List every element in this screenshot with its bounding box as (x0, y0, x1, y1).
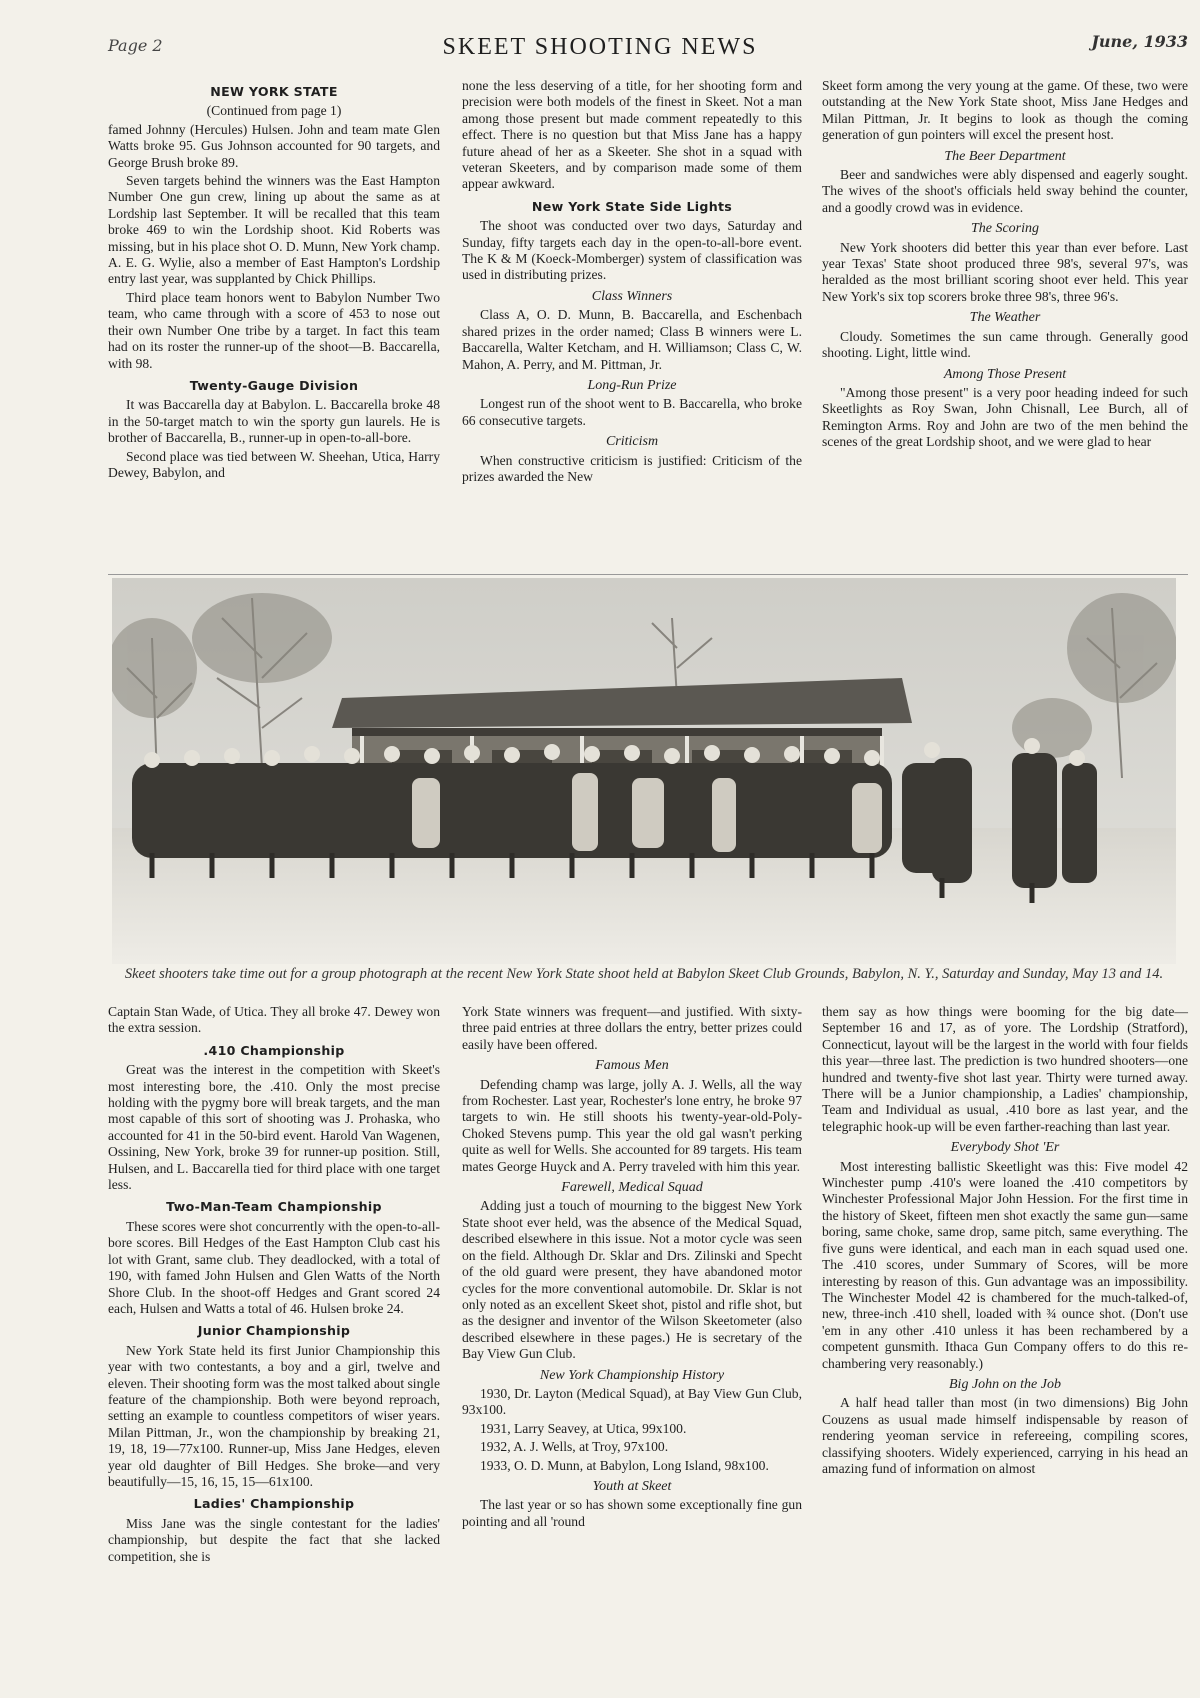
paragraph: Longest run of the shoot went to B. Baccarella, who broke 66 consecutive targets. (462, 396, 802, 428)
history-entry: 1932, A. J. Wells, at Troy, 97x100. (480, 1439, 669, 1455)
sub-heading: Long-Run Prize (587, 377, 677, 393)
sub-heading: Class Winners (591, 288, 673, 304)
paragraph: famed Johnny (Hercules) Hulsen. John and team mate Glen Watts broke 95. Gus Johnson accounted for 90 targets, and George Brush broke 89. (108, 121, 440, 170)
group-photo-illustration (112, 578, 1176, 964)
paragraph: When constructive criticism is justified: Criticism of the prizes awarded the New (462, 452, 802, 484)
section-heading: New York State Side Lights (531, 198, 733, 214)
column-3 (822, 78, 1188, 453)
paragraph: Great was the interest in the competition with Skeet's most interesting bore, the .410. Only the most precise holding with the pygmy bore will break targets, and the man most capable of this sort of shooting was J. Prohaska, who accounted for 41 in the 50-bird event. Harold Van Wagenen, Ossining, New York, broke 39 for runner-up position. Still, Hulsen, and L. Baccarella tied for third place with one target less. (108, 1062, 440, 1193)
column-2 (462, 78, 802, 487)
sub-heading: The Beer Department (944, 148, 1066, 164)
paragraph: The last year or so has shown some exceptionally fine gun pointing and all 'round (462, 1497, 802, 1529)
sub-heading: Farewell, Medical Squad (561, 1180, 703, 1196)
column-6 (822, 1004, 1188, 1479)
paragraph: The shoot was conducted over two days, Saturday and Sunday, fifty targets each day in the open-to-all-bore event. The K & M (Koeck-Momberger) system of classification was used in distributing prizes. (462, 218, 802, 283)
photo-top-rule (108, 574, 1188, 575)
paragraph: "Among those present" is a very poor heading indeed for such Skeetlights as Roy Swan, John Chisnall, Lee Burch, all of Remington Arms. Roy and John are two of the men behind the scenes of the great Lordship shoot, and we were glad to hear (822, 384, 1188, 450)
paragraph: Miss Jane was the single contestant for the ladies' championship, but despite the fact that she lacked competition, she is (108, 1515, 440, 1564)
page-number: Page 2 (108, 36, 163, 55)
section-heading: Twenty-Gauge Division (189, 377, 359, 393)
column-4 (108, 1004, 440, 1567)
history-entry: 1933, O. D. Munn, at Babylon, Long Island, 98x100. (480, 1457, 769, 1473)
column-5 (462, 1004, 802, 1532)
paragraph: Second place was tied between W. Sheehan, Utica, Harry Dewey, Babylon, and (108, 448, 440, 480)
continued-note: (Continued from page 1) (206, 103, 342, 119)
page-header (0, 28, 1200, 68)
column-1 (108, 78, 440, 483)
paragraph: none the less deserving of a title, for her shooting form and precision were both models of the finest in Skeet. Not a man among those present but made comment repeatedly to this effect. There is no question but that Miss Jane has a happy future ahead of her as a Skeeter. She shot in a squad with veteran Skeeters, and by comparison made some of them appear awkward. (462, 78, 802, 192)
paragraph: Defending champ was large, jolly A. J. Wells, all the way from Rochester. Last year, Rochester's lone entry, he broke 97 targets to win. He still shoots his twenty-year-old-Poly-Choked Stevens pump. This year the old gal wasn't perking quite as well for Wells. She accounted for 89 targets. His team mates George Huyck and A. Perry traveled with him this year. (462, 1076, 802, 1174)
paragraph: Adding just a touch of mourning to the biggest New York State shoot ever held, was the absence of the Medical Squad, described elsewhere in this issue. Not a motor cycle was seen on the field. Although Dr. Sklar and Drs. Zilinski and Specht of the old guard were present, they have abandoned motor cycles for the more conventional automobile. Dr. Sklar is not only noted as an excellent Skeet shot, pistol and rifle shot, but as the designer and inventor of the Wilson Skeetometer (also described elsewhere in these pages.) He is secretary of the Bay View Gun Club. (462, 1198, 802, 1362)
sub-heading: Criticism (605, 434, 659, 450)
paragraph: Skeet form among the very young at the game. Of these, two were outstanding at the New York State shoot, Miss Jane Hedges and Milan Pittman, Jr. It begins to look as though the coming generation of gun pointers will excel the present host. (822, 78, 1188, 143)
section-heading: Ladies' Championship (193, 1496, 355, 1512)
sub-heading: New York Championship History (539, 1367, 725, 1383)
paragraph: Cloudy. Sometimes the sun came through. Generally good shooting. Light, little wind. (822, 328, 1188, 361)
issue-date: June, 1933 (1091, 32, 1188, 51)
sub-heading: Among Those Present (943, 366, 1067, 382)
paragraph: New York shooters did better this year than ever before. Last year Texas' State shoot produced three 98's, several 97's, was heralded as the most brilliant scoring shoot ever held. This year New York's six top scorers broke three 98's, three 96's. (822, 239, 1188, 304)
group-photograph (112, 578, 1176, 964)
section-heading: NEW YORK STATE (210, 84, 338, 99)
section-heading: Two-Man-Team Championship (166, 1199, 382, 1215)
sub-heading: The Scoring (970, 221, 1040, 237)
paragraph: Third place team honors went to Babylon Number Two team, who came through with a score of 453 to nose out their own Number One tribe by a target. In fact this team had on its roster the runner-up of the shoot—B. Baccarella, with 98. (108, 289, 440, 371)
section-heading: .410 Championship (203, 1042, 345, 1058)
sub-heading: Big John on the Job (949, 1376, 1061, 1392)
paragraph: Most interesting ballistic Skeetlight was this: Five model 42 Winchester pump .410's were loaned the .410 competitors by Winchester Professional Major John Hession. For the first time in the history of Skeet, fifteen men shot exactly the same gun—same boring, same choke, same drop, same pitch, same everything. The five guns were identical, and each man in each squad used one. The .410 scores, under Summary of Scores, will be more interesting by reason of this. Gun advantage was an impossibility. The Winchester Model 42 is chambered for the much-talked-of, new, three-inch .410 shell, loaded with ¾ ounce shot. (Don't use 'em in any other .410 unless it has been rechambered by a competent gunsmith. Ithaca Gun Company offers to do this re-chambering very reasonably.) (822, 1158, 1188, 1371)
sub-heading: The Weather (969, 310, 1041, 326)
paragraph: It was Baccarella day at Babylon. L. Baccarella broke 48 in the 50-target match to win the sporty gun laurels. He is brother of Baccarella, B., runner-up in open-to-all-bore. (108, 397, 440, 446)
paragraph: These scores were shot concurrently with the open-to-all-bore scores. Bill Hedges of the East Hampton Club cast his lot with Grant, same club. They deadlocked, with a total of 190, with famed John Hulsen and Glen Watts of the North Shore Club. In the shoot-off Hedges and Grant scored 24 each, Hulsen and Watts a total of 46. Hulsen broke 24. (108, 1218, 440, 1316)
paragraph: Class A, O. D. Munn, B. Baccarella, and Eschenbach shared prizes in the order named; Class B winners were L. Baccarella, Walter Ketcham, and H. Williamson; Class C, W. Mahon, A. Perry, and M. Pittman, Jr. (462, 307, 802, 372)
paragraph: them say as how things were booming for the big date—September 16 and 17, as of yore. The Lordship (Stratford), Connecticut, layout will be the largest in the world with four fields this year—three last. The prediction is two hundred shooters—one hundred and twenty-five shot last year. Thirty were turned away. There will be a Junior championship, a Ladies' championship, Team and Individual as usual, .410 bore as last year, and the telegraphic hook-up will be even farther-reaching than last year. (822, 1004, 1188, 1134)
photo-caption: Skeet shooters take time out for a group photograph at the recent New York State shoot held at Babylon Skeet Club Grounds, Babylon, N. Y., Saturday and Sunday, May 13 and 14. (124, 966, 1164, 982)
sub-heading: Everybody Shot 'Er (950, 1140, 1060, 1156)
paragraph: A half head taller than most (in two dimensions) Big John Couzens as usual made himself indispensable by reason of rendering yeoman service in refereeing, compiling scores, classifying shooters. Widely experienced, carrying in his head an amazing fund of information on almost (822, 1395, 1188, 1476)
paragraph: York State winners was frequent—and justified. With sixty-three paid entries at three dollars the entry, better prizes could easily have been offered. (462, 1004, 802, 1052)
history-entry: 1930, Dr. Layton (Medical Squad), at Bay View Gun Club, 93x100. (462, 1385, 802, 1418)
paragraph: Beer and sandwiches were ably dispensed and eagerly sought. The wives of the shoot's officials held sway behind the counter, and a goodly crowd was in evidence. (822, 167, 1188, 215)
history-entry: 1931, Larry Seavey, at Utica, 99x100. (480, 1420, 687, 1436)
paragraph: Seven targets behind the winners was the East Hampton Number One gun crew, lining up about the same as at Lordship last September. It will be recalled that this team broke 469 to win the Lordship shoot. Kid Roberts was missing, but in his place shot O. D. Munn, New York champ. A. E. G. Wylie, also a member of East Hampton's Lordship entry last year, was supplanted by Chick Phillips. (108, 173, 440, 287)
paragraph: Captain Stan Wade, of Utica. They all broke 47. Dewey won the extra session. (108, 1004, 440, 1036)
sub-heading: Famous Men (595, 1058, 669, 1074)
section-heading: Junior Championship (197, 1323, 351, 1339)
paragraph: New York State held its first Junior Championship this year with two contestants, a boy and a girl, twelve and eleven. Their shooting form was the most talked about single feature of the championship. Both were beyond reproach, setting an example to countless competitors of wiser years. Milan Pittman, Jr., won the championship by breaking 21, 19, 18, 19—77x100. Runner-up, Miss Jane Hedges, eleven year old daughter of Bill Hedges. She broke—and very beautifully—15, 16, 15, 15—61x100. (108, 1342, 440, 1489)
publication-title: SKEET SHOOTING NEWS (442, 34, 758, 60)
sub-heading: Youth at Skeet (592, 1478, 672, 1494)
